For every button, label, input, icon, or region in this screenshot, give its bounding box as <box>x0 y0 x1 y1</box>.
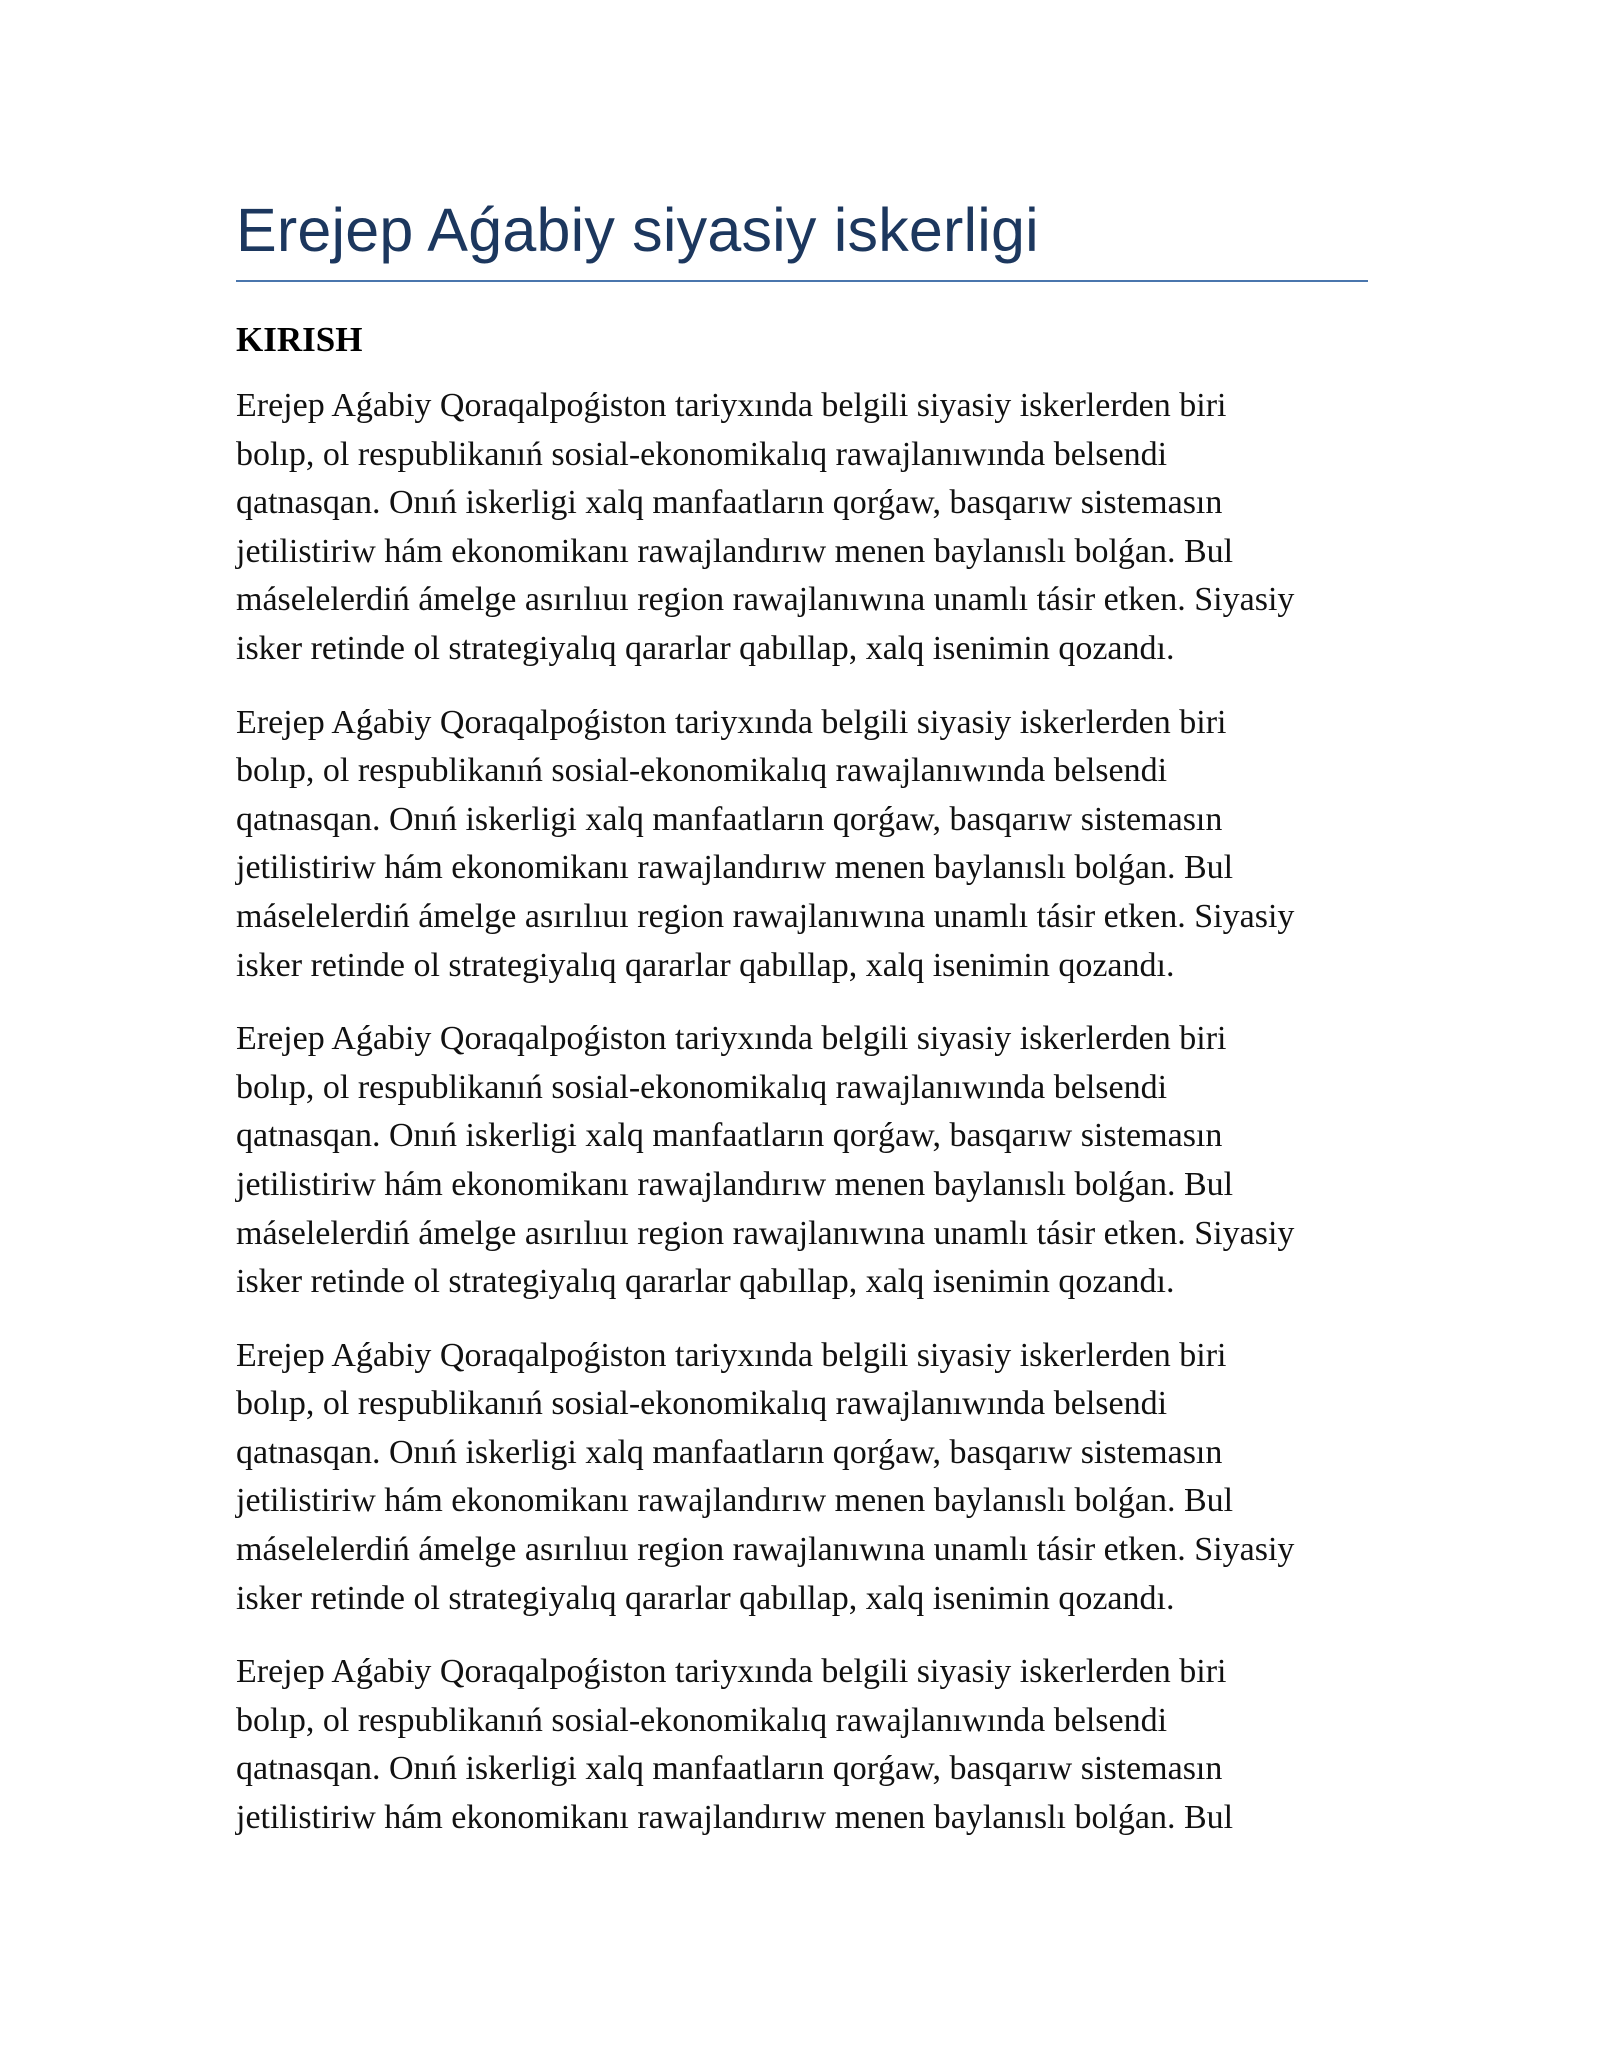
paragraph-list <box>236 382 1368 1843</box>
document-content <box>236 190 1368 1868</box>
body-paragraph: Erejep Aǵabiy Qoraqalpoǵiston tariyxında belgili siyasiy iskerlerden biri bolıp, ol respublikanıń sosial-ekonomikalıq rawajlanıwında belsendi qatnasqan. Onıń iskerligi xalq manfaatların qorǵaw, basqarıw sistemasın jetilistiriw hám ekonomikanı rawajlandırıw menen baylanıslı bolǵan. Bul máselelerdiń ámelge asırılıuı region rawajlanıwına unamlı tásir etken. Siyasiy isker retinde ol strategiyalıq qararlar qabıllap, xalq isenimin qozandı. <box>236 1020 1295 1301</box>
body-paragraph: Erejep Aǵabiy Qoraqalpoǵiston tariyxında belgili siyasiy iskerlerden biri bolıp, ol respublikanıń sosial-ekonomikalıq rawajlanıwında belsendi qatnasqan. Onıń iskerligi xalq manfaatların qorǵaw, basqarıw sistemasın jetilistiriw hám ekonomikanı rawajlandırıw menen baylanıslı bolǵan. Bul máselelerdiń ámelge asırılıuı region rawajlanıwına unamlı tásir etken. Siyasiy isker retinde ol strategiyalıq qararlar qabıllap, xalq isenimin qozandı. <box>236 703 1295 984</box>
document-title: Erejep Aǵabiy siyasiy iskerligi <box>236 190 1368 282</box>
body-paragraph: Erejep Aǵabiy Qoraqalpoǵiston tariyxında belgili siyasiy iskerlerden biri bolıp, ol respublikanıń sosial-ekonomikalıq rawajlanıwında belsendi qatnasqan. Onıń iskerligi xalq manfaatların qorǵaw, basqarıw sistemasın jetilistiriw hám ekonomikanı rawajlandırıw menen baylanıslı bolǵan. Bul <box>236 1653 1234 1837</box>
section-heading: KIRISH <box>236 320 363 359</box>
body-paragraph: Erejep Aǵabiy Qoraqalpoǵiston tariyxında belgili siyasiy iskerlerden biri bolıp, ol respublikanıń sosial-ekonomikalıq rawajlanıwında belsendi qatnasqan. Onıń iskerligi xalq manfaatların qorǵaw, basqarıw sistemasın jetilistiriw hám ekonomikanı rawajlandırıw menen baylanıslı bolǵan. Bul máselelerdiń ámelge asırılıuı region rawajlanıwına unamlı tásir etken. Siyasiy isker retinde ol strategiyalıq qararlar qabıllap, xalq isenimin qozandı. <box>236 1336 1295 1617</box>
body-paragraph: Erejep Aǵabiy Qoraqalpoǵiston tariyxında belgili siyasiy iskerlerden biri bolıp, ol respublikanıń sosial-ekonomikalıq rawajlanıwında belsendi qatnasqan. Onıń iskerligi xalq manfaatların qorǵaw, basqarıw sistemasın jetilistiriw hám ekonomikanı rawajlandırıw menen baylanıslı bolǵan. Bul máselelerdiń ámelge asırılıuı region rawajlanıwına unamlı tásir etken. Siyasiy isker retinde ol strategiyalıq qararlar qabıllap, xalq isenimin qozandı. <box>236 387 1295 667</box>
